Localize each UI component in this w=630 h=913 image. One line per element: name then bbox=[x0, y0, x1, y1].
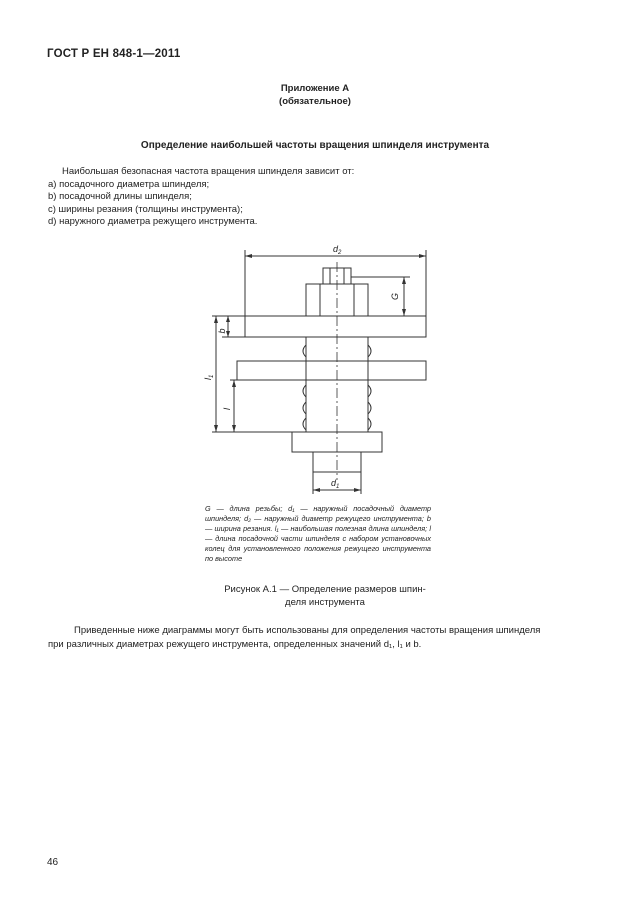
caption-line: Рисунок А.1 — Определение размеров шпин- bbox=[224, 584, 426, 595]
l1-label: $l_1$ bbox=[203, 374, 215, 380]
annex-heading bbox=[0, 82, 630, 108]
d1-label: $d_1$ bbox=[331, 478, 340, 490]
l-label: l bbox=[222, 408, 232, 410]
annex-subtitle: (обязательное) bbox=[279, 96, 351, 107]
annex-title: Приложение А bbox=[280, 83, 350, 94]
d2-label: $d_2$ bbox=[333, 244, 342, 256]
section-title: Определение наибольшей частоты вращения шпинделя инструмента bbox=[140, 140, 490, 151]
caption-line: деля инструмента bbox=[285, 597, 365, 608]
closing-line: при различных диаметрах режущего инструмента, определенных значений d₁, l₁ и b. bbox=[48, 639, 422, 650]
figure-legend: G — длина резьбы; d₁ — наружный посадочный диаметр шпинделя; d₂ — наружный диаметр режущего инструмента; b — ширина резания. l₁ — наибольшая полезная длина шпинделя; l — длина посадочной части шпинделя с набором установочных колец для установленного положения режущего инструмента по высоте bbox=[205, 504, 431, 563]
intro-paragraph bbox=[48, 166, 355, 229]
cutting-tool-disc bbox=[245, 316, 426, 337]
list-item: d) наружного диаметра режущего инструмента. bbox=[48, 216, 258, 227]
page-number: 46 bbox=[47, 857, 59, 868]
closing-line: Приведенные ниже диаграммы могут быть использованы для определения частоты вращения шпинделя bbox=[74, 625, 541, 636]
list-item: a) посадочного диаметра шпинделя; bbox=[48, 178, 210, 190]
document-code: ГОСТ Р ЕН 848-1—2011 bbox=[47, 48, 181, 60]
list-item: c) ширины резания (толщины инструмента); bbox=[48, 203, 243, 215]
list-item: b) посадочной длины шпинделя; bbox=[48, 191, 192, 202]
g-label: G bbox=[390, 292, 400, 300]
second-tool-disc bbox=[237, 361, 426, 380]
b-label: b bbox=[217, 328, 227, 334]
intro-lead: Наибольшая безопасная частота вращения шпинделя зависит от: bbox=[62, 166, 355, 177]
figure-caption bbox=[195, 583, 455, 609]
intro-list bbox=[48, 178, 354, 229]
spindle-diagram bbox=[180, 236, 440, 498]
closing-paragraph bbox=[48, 624, 592, 652]
